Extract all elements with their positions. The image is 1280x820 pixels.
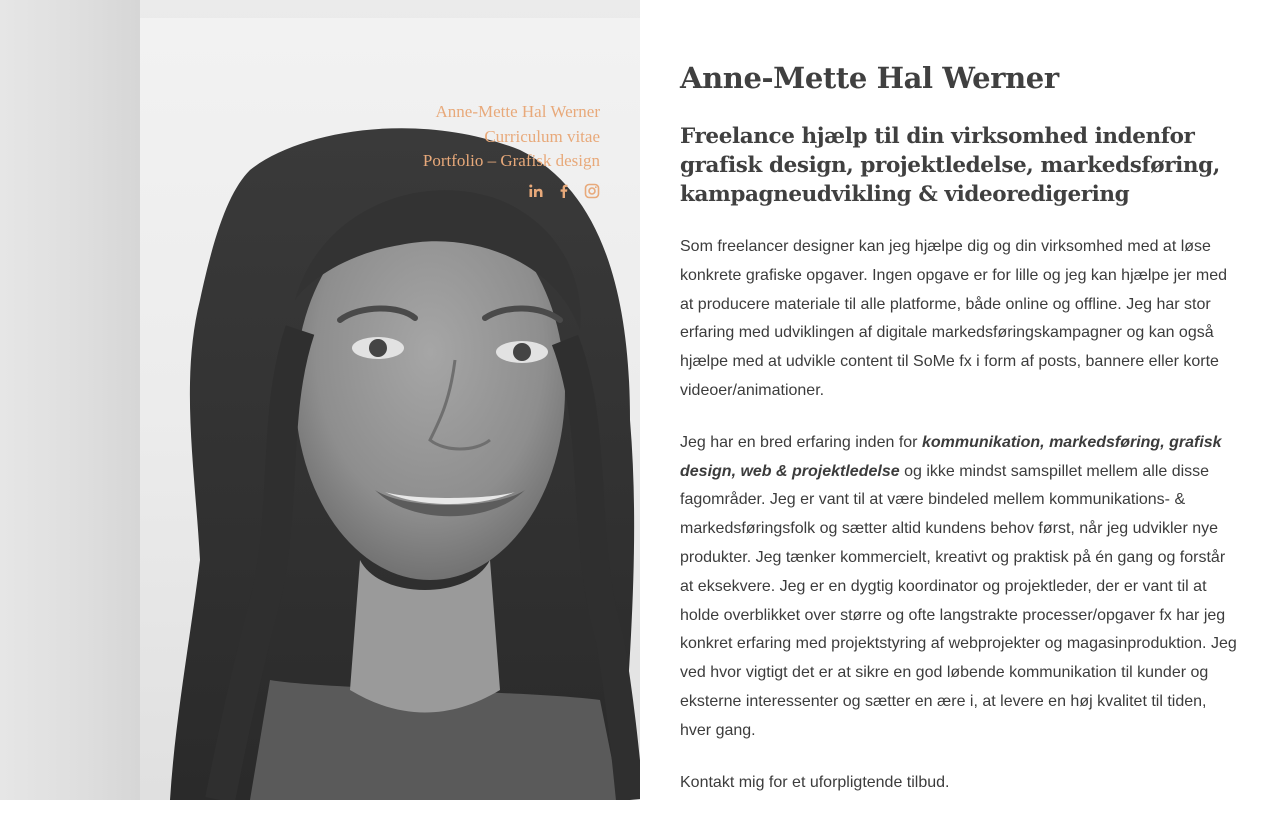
page-title: Anne-Mette Hal Werner [680,61,1059,95]
social-links [280,182,600,198]
main-content [680,58,1240,820]
nav-link-home[interactable]: Anne-Mette Hal Werner [435,102,600,121]
contact-paragraph: Kontakt mig for et uforpligtende tilbud. [680,773,950,791]
hero-photo-panel [0,0,640,800]
experience-emphasis: kommunikation, markedsføring, grafisk design, web & projektledelse [680,433,1222,480]
experience-paragraph [680,429,1240,746]
intro-paragraph: Som freelancer designer kan jeg hjælpe dig og din virksomhed med at løse konkrete grafiske opgaver. Ingen opgave er for lille og jeg kan hjælpe jer med at producere materiale til alle platforme, både online og offline. Jeg har stor erfaring med udviklingen af digitale markedsføringskampagner og kan også hjælpe med at udvikle content til SoMe fx i form af posts, bannere eller korte videoer/animationer. [680,238,1227,399]
linkedin-icon[interactable] [528,182,544,198]
nav-link-cv[interactable]: Curriculum vitae [484,126,600,146]
page-subtitle: Freelance hjælp til din virksomhed indenfor grafisk design, projektledelse, markedsføring, kampagneudvikling & videoredigering [680,124,1220,207]
experience-text-end: og ikke mindst samspillet mellem alle disse fagområder. Jeg er vant til at være bindeled mellem kommunikations- & markedsføringsfolk og sætter altid kundens behov først, når jeg udvikler nye produkter. Jeg tænker kommercielt, kreativt og praktisk på én gang og forstår at eksekvere. Jeg er en dygtig koordinator og projektleder, der er vant til at holde overblikket over større og ofte langstrakte processer/opgaver fx har jeg konkret erfaring med projektstyring af webprojekter og magasinproduktion. Jeg ved hvor vigtigt det er at sikre en god løbende kommunikation til kunder og eksterne interessenter og sætter en ære i, at levere en høj kvalitet til tiden, hver gang. [680,462,1237,739]
facebook-icon[interactable] [556,182,572,198]
side-navigation [280,100,600,198]
nav-link-portfolio[interactable]: Portfolio – Grafisk design [422,151,600,170]
instagram-icon[interactable] [584,182,600,198]
experience-text-start: Jeg har en bred erfaring inden for [680,433,922,451]
